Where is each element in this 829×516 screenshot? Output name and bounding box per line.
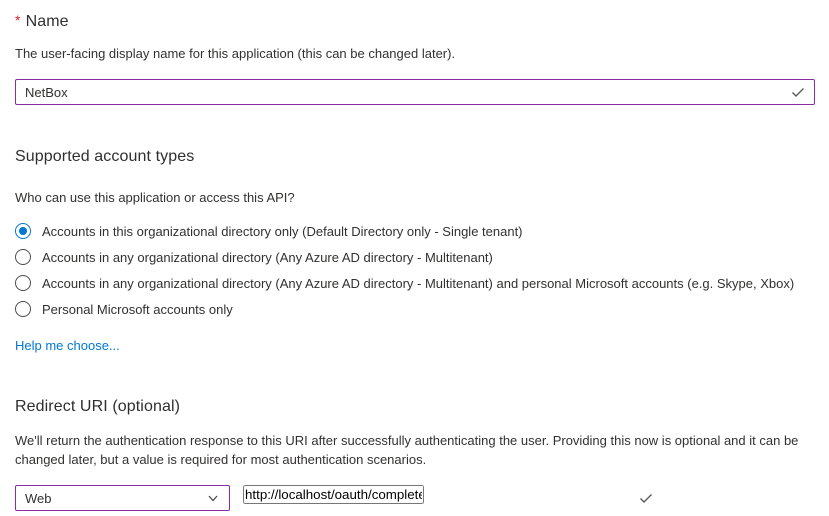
name-input-wrap bbox=[15, 79, 815, 105]
platform-select[interactable] bbox=[15, 485, 230, 511]
name-section-title bbox=[15, 12, 815, 31]
radio-option-label: Accounts in this organizational directory only (Default Directory only - Single tenant) bbox=[42, 223, 523, 239]
radio-button-icon bbox=[15, 301, 31, 317]
account-types-title: Supported account types bbox=[15, 148, 195, 165]
redirect-uri-description: We'll return the authentication response to this URI after successfully authenticating the user. Providing this now is optional and it can be changed later, but a value is required for most authentication scenarios. bbox=[15, 433, 799, 467]
redirect-uri-row bbox=[15, 485, 815, 511]
radio-option-label: Accounts in any organizational directory (Any Azure AD directory - Multitenant) and personal Microsoft accounts (e.g. Skype, Xbox) bbox=[42, 275, 795, 291]
radio-option-personal-only[interactable] bbox=[15, 296, 815, 322]
radio-option-single-tenant[interactable] bbox=[15, 218, 815, 244]
radio-option-label: Personal Microsoft accounts only bbox=[42, 301, 233, 317]
radio-button-icon bbox=[15, 249, 31, 265]
account-types-question: Who can use this application or access this API? bbox=[15, 190, 295, 205]
radio-option-multitenant[interactable] bbox=[15, 244, 815, 270]
help-me-choose-link[interactable]: Help me choose... bbox=[15, 338, 120, 353]
radio-button-icon bbox=[15, 275, 31, 291]
name-input[interactable] bbox=[15, 79, 815, 105]
radio-button-icon bbox=[15, 223, 31, 239]
name-description: The user-facing display name for this application (this can be changed later). bbox=[15, 46, 456, 61]
radio-option-label: Accounts in any organizational directory (Any Azure AD directory - Multitenant) bbox=[42, 249, 493, 265]
account-types-radio-group bbox=[15, 218, 815, 322]
redirect-uri-title: Redirect URI (optional) bbox=[15, 398, 181, 415]
platform-select-value: Web bbox=[25, 490, 52, 506]
required-asterisk: * bbox=[15, 12, 21, 28]
name-label: Name bbox=[25, 13, 69, 30]
redirect-uri-input[interactable] bbox=[243, 485, 424, 504]
redirect-uri-input-wrap bbox=[243, 485, 663, 511]
checkmark-icon bbox=[638, 490, 654, 506]
radio-option-multitenant-personal[interactable] bbox=[15, 270, 815, 296]
chevron-down-icon bbox=[206, 491, 220, 505]
